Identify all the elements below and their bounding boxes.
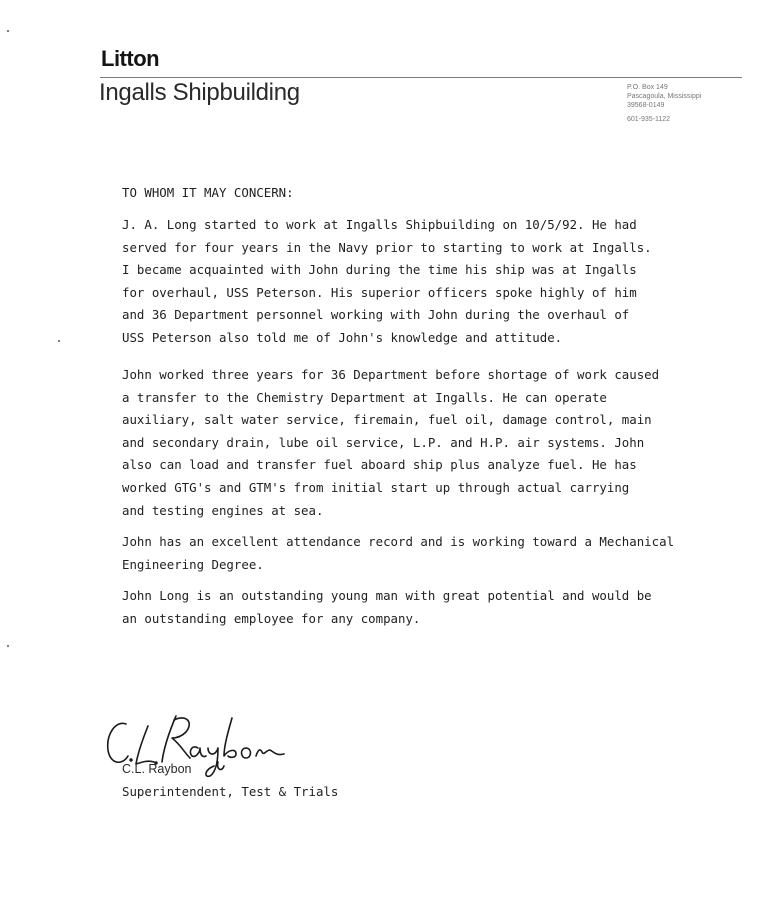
text-line: an outstanding employee for any company. [122,610,421,626]
text-line: USS Peterson also told me of John's knowledge and attitude. [122,329,563,345]
text-line: a transfer to the Chemistry Department at Ingalls. He can operate [122,389,607,405]
paragraph-3 [122,534,722,579]
company-phone: 601-935-1122 [627,116,671,123]
paragraph-1 [122,217,722,353]
text-line: John has an excellent attendance record and is working toward a Mechanical [122,534,675,549]
scan-speck [7,645,9,647]
text-line: John Long is an outstanding young man with great potential and would be [122,588,652,603]
text-line: and 36 Department personnel working with John during the overhaul of [122,307,630,323]
text-line: served for four years in the Navy prior to starting to work at Ingalls. [122,239,652,255]
company-address [627,83,747,124]
scan-speck [7,30,9,32]
signer-title: Superintendent, Test & Trials [122,784,339,799]
company-name: Ingalls Shipbuilding [99,79,300,106]
address-line: P.O. Box 149 [627,84,668,91]
address-line: 39568-0149 [627,102,665,109]
paragraph-4 [122,588,722,633]
scan-speck [58,340,60,342]
text-line: auxiliary, salt water service, firemain, fuel oil, damage control, main [122,412,652,428]
salutation: TO WHOM IT MAY CONCERN: [122,185,294,200]
text-line: for overhaul, USS Peterson. His superior officers spoke highly of him [122,284,637,300]
text-line: also can load and transfer fuel aboard ship plus analyze fuel. He has [122,457,637,473]
letterhead-rule [100,77,742,78]
signer-name: C.L. Raybon [122,762,192,776]
text-line: Engineering Degree. [122,556,264,572]
paragraph-2 [122,367,722,525]
address-line: Pascagoula, Mississippi [627,93,702,100]
litton-logo: Litton [101,46,160,71]
text-line: John worked three years for 36 Department before shortage of work caused [122,367,660,382]
text-line: I became acquainted with John during the time his ship was at Ingalls [122,262,637,278]
text-line: worked GTG's and GTM's from initial start up through actual carrying [122,479,630,495]
text-line: and secondary drain, lube oil service, L.P. and H.P. air systems. John [122,434,645,450]
text-line: and testing engines at sea. [122,502,324,518]
text-line: J. A. Long started to work at Ingalls Shipbuilding on 10/5/92. He had [122,217,637,232]
